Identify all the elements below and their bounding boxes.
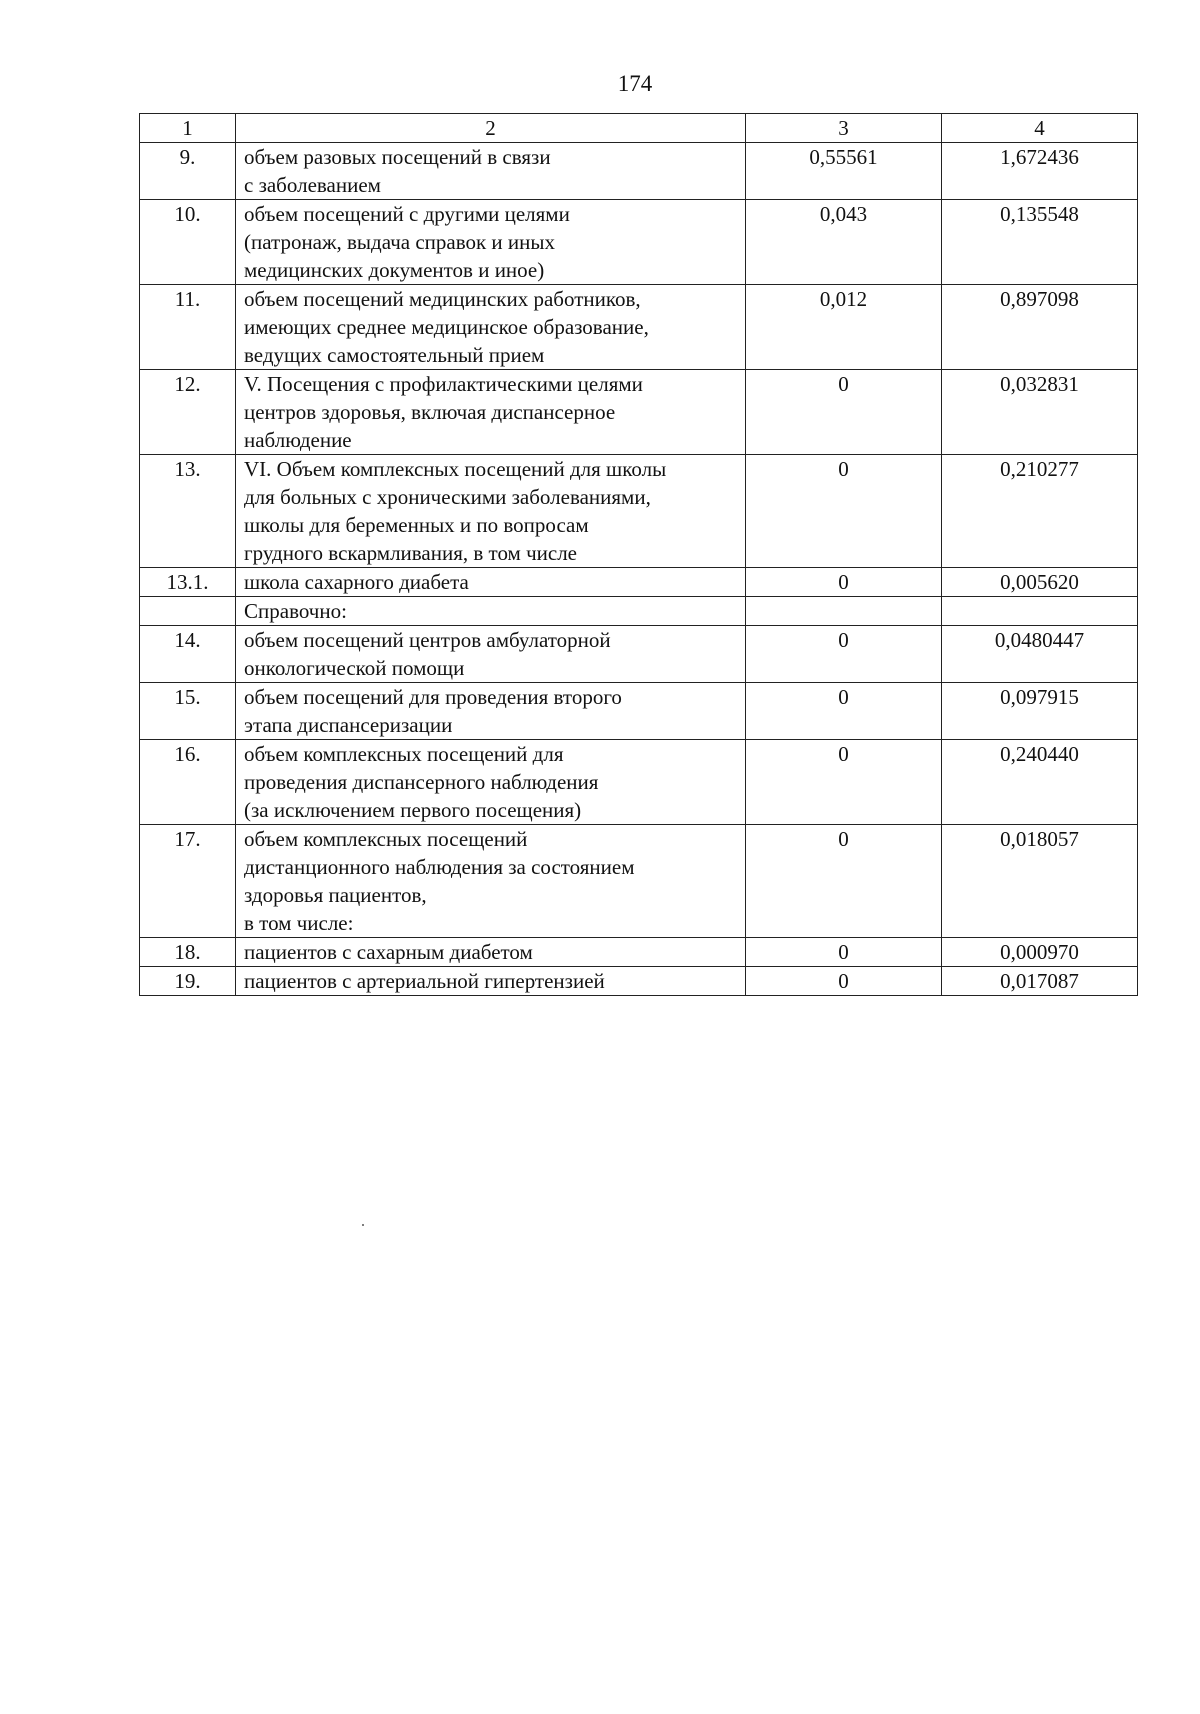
table-header-row — [140, 114, 1138, 143]
description-line: школа сахарного диабета — [244, 570, 469, 594]
row-description-cell — [236, 938, 746, 967]
value-col4-cell: 0,240440 — [942, 740, 1138, 825]
description-line: объем посещений центров амбулаторной — [244, 628, 611, 652]
description-line: объем посещений для проведения второго — [244, 685, 622, 709]
description-line: пациентов с сахарным диабетом — [244, 940, 533, 964]
header-cell-col2: 2 — [236, 114, 746, 143]
row-description-cell — [236, 740, 746, 825]
description-line: V. Посещения с профилактическими целями — [244, 372, 643, 396]
row-description-cell — [236, 568, 746, 597]
row-number-cell: 11. — [140, 285, 236, 370]
description-line: онкологической помощи — [244, 656, 465, 680]
value-col3-cell: 0 — [746, 683, 942, 740]
value-col4-cell: 0,210277 — [942, 455, 1138, 568]
description-line: объем разовых посещений в связи — [244, 145, 551, 169]
value-col4-cell: 0,135548 — [942, 200, 1138, 285]
description-line: этапа диспансеризации — [244, 713, 453, 737]
row-number-cell: 12. — [140, 370, 236, 455]
data-table — [139, 113, 1138, 996]
table-row — [140, 740, 1138, 825]
value-col3-cell: 0,55561 — [746, 143, 942, 200]
description-line: VI. Объем комплексных посещений для школы — [244, 457, 667, 481]
description-line: ведущих самостоятельный прием — [244, 343, 545, 367]
value-col4-cell: 0,000970 — [942, 938, 1138, 967]
value-col3-cell: 0 — [746, 370, 942, 455]
value-col3-cell: 0,043 — [746, 200, 942, 285]
description-line: объем посещений медицинских работников, — [244, 287, 641, 311]
row-number-cell — [140, 597, 236, 626]
row-number-cell: 16. — [140, 740, 236, 825]
row-number-cell: 15. — [140, 683, 236, 740]
description-line: (патронаж, выдача справок и иных — [244, 230, 556, 254]
table-row — [140, 938, 1138, 967]
row-description-cell — [236, 597, 746, 626]
row-number-cell: 13.1. — [140, 568, 236, 597]
value-col4-cell: 0,032831 — [942, 370, 1138, 455]
description-line: Справочно: — [244, 599, 347, 623]
row-description-cell — [236, 455, 746, 568]
row-description-cell — [236, 626, 746, 683]
row-number-cell: 10. — [140, 200, 236, 285]
table-row — [140, 626, 1138, 683]
page-number: 174 — [617, 71, 653, 96]
value-col3-cell: 0 — [746, 568, 942, 597]
description-line: грудного вскармливания, в том числе — [244, 541, 578, 565]
description-line: дистанционного наблюдения за состоянием — [244, 855, 635, 879]
description-line: объем комплексных посещений — [244, 827, 528, 851]
description-line: объем комплексных посещений для — [244, 742, 564, 766]
description-line: имеющих среднее медицинское образование, — [244, 315, 649, 339]
table-row — [140, 568, 1138, 597]
description-line: наблюдение — [244, 428, 352, 452]
description-line: с заболеванием — [244, 173, 381, 197]
row-number-cell: 18. — [140, 938, 236, 967]
value-col3-cell: 0 — [746, 455, 942, 568]
table-row — [140, 285, 1138, 370]
row-number-cell: 19. — [140, 967, 236, 996]
value-col3-cell — [746, 597, 942, 626]
value-col4-cell: 0,017087 — [942, 967, 1138, 996]
description-line: объем посещений с другими целями — [244, 202, 570, 226]
value-col3-cell: 0 — [746, 967, 942, 996]
value-col3-cell: 0 — [746, 626, 942, 683]
row-description-cell — [236, 370, 746, 455]
row-number-cell: 14. — [140, 626, 236, 683]
row-description-cell — [236, 285, 746, 370]
value-col4-cell: 0,005620 — [942, 568, 1138, 597]
description-line: здоровья пациентов, — [244, 883, 427, 907]
table-row — [140, 683, 1138, 740]
description-line: для больных с хроническими заболеваниями, — [244, 485, 651, 509]
value-col4-cell — [942, 597, 1138, 626]
header-cell-col1: 1 — [140, 114, 236, 143]
description-line: школы для беременных и по вопросам — [244, 513, 589, 537]
table-row — [140, 597, 1138, 626]
value-col4-cell: 0,0480447 — [942, 626, 1138, 683]
value-col3-cell: 0 — [746, 938, 942, 967]
row-description-cell — [236, 683, 746, 740]
value-col3-cell: 0 — [746, 825, 942, 938]
header-cell-col4: 4 — [942, 114, 1138, 143]
row-description-cell — [236, 967, 746, 996]
value-col3-cell: 0,012 — [746, 285, 942, 370]
description-line: медицинских документов и иное) — [244, 258, 545, 282]
description-line: проведения диспансерного наблюдения — [244, 770, 599, 794]
row-description-cell — [236, 143, 746, 200]
table-row — [140, 200, 1138, 285]
row-number-cell: 13. — [140, 455, 236, 568]
table-row — [140, 143, 1138, 200]
header-cell-col3: 3 — [746, 114, 942, 143]
row-number-cell: 9. — [140, 143, 236, 200]
value-col3-cell: 0 — [746, 740, 942, 825]
description-line: пациентов с артериальной гипертензией — [244, 969, 605, 993]
table-row — [140, 967, 1138, 996]
value-col4-cell: 0,018057 — [942, 825, 1138, 938]
scan-speck — [362, 1224, 364, 1226]
description-line: центров здоровья, включая диспансерное — [244, 400, 616, 424]
row-description-cell — [236, 825, 746, 938]
row-number-cell: 17. — [140, 825, 236, 938]
value-col4-cell: 1,672436 — [942, 143, 1138, 200]
value-col4-cell: 0,897098 — [942, 285, 1138, 370]
value-col4-cell: 0,097915 — [942, 683, 1138, 740]
table-row — [140, 455, 1138, 568]
table-row — [140, 825, 1138, 938]
description-line: в том числе: — [244, 911, 354, 935]
table-body — [140, 114, 1138, 996]
table-row — [140, 370, 1138, 455]
description-line: (за исключением первого посещения) — [244, 798, 582, 822]
row-description-cell — [236, 200, 746, 285]
